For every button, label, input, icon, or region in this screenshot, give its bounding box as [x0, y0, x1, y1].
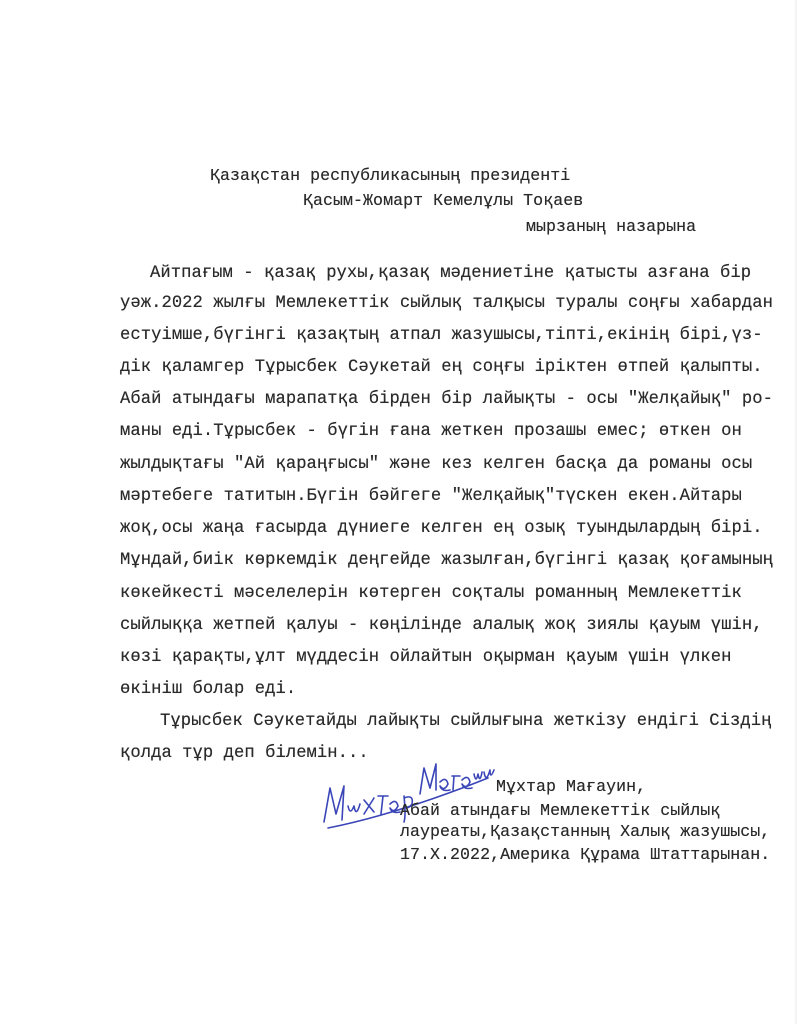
- body-line: Тұрысбек Сәукетайды лайықты сыйлығына жеткізу ендігі Сіздің: [160, 712, 772, 731]
- body-line: дік қаламгер Тұрысбек Сәукетай ең соңғы іріктен өтпей қалыпты.: [120, 358, 763, 377]
- body-line: жоқ,осы жаңа ғасырда дүниеге келген ең озық туындылардың бірі.: [120, 519, 763, 538]
- body-line: сыйлыққа жетпей қалуы - көңілінде алалық жоқ зиялы қауым үшін,: [120, 616, 763, 635]
- body-line: өкініш болар еді.: [120, 680, 297, 699]
- date-place-line: 17.X.2022,Америка Құрама Штаттарынан.: [400, 845, 771, 864]
- body-line: естуімше,бүгінгі қазақтың атпал жазушысы,тіпті,екінің бірі,үз-: [120, 326, 763, 345]
- author-title-line-1: Абай атындағы Мемлекеттік сыйлық: [400, 801, 721, 820]
- address-line-3: мырзаның назарына: [526, 217, 697, 236]
- body-line: Айтпағым - қазақ рухы,қазақ мәдениетіне қатысты азғана бір: [150, 264, 752, 283]
- address-line-1: Қазақстан республикасының президенті: [210, 166, 571, 185]
- body-line: маны еді.Тұрысбек - бүгін ғана жеткен прозашы емес; өткен он: [120, 422, 742, 441]
- body-line: Абай атындағы марапатқа бірден бір лайықты - осы "Желқайық" ро-: [120, 390, 773, 409]
- body-line: қолда тұр деп білемін...: [120, 744, 369, 763]
- body-line: уәж.2022 жылғы Мемлекеттік сыйлық талқысы туралы соңғы хабардан: [120, 294, 773, 313]
- body-line: көкейкесті мәселелерін көтерген соқталы романның Мемлекеттік: [120, 584, 742, 603]
- address-line-2: Қасым-Жомарт Кемелұлы Тоқаев: [303, 191, 584, 210]
- author-name: Мұхтар Мағауин,: [496, 777, 647, 796]
- body-line: жылдықтағы "Ай қараңғысы" және кез келген басқа да романы осы: [120, 455, 753, 474]
- body-line: көзі қарақты,ұлт мүддесін ойлайтын оқырман қауым үшін үлкен: [120, 648, 732, 667]
- body-line: Мұндай,биік көркемдік деңгейде жазылған,бүгінгі қазақ қоғамының: [120, 551, 773, 570]
- body-line: мәртебеге татитын.Бүгін бәйгеге "Желқайық"түскен екен.Айтары: [120, 487, 742, 506]
- author-title-line-2: лауреаты,Қазақстанның Халық жазушысы,: [400, 822, 771, 841]
